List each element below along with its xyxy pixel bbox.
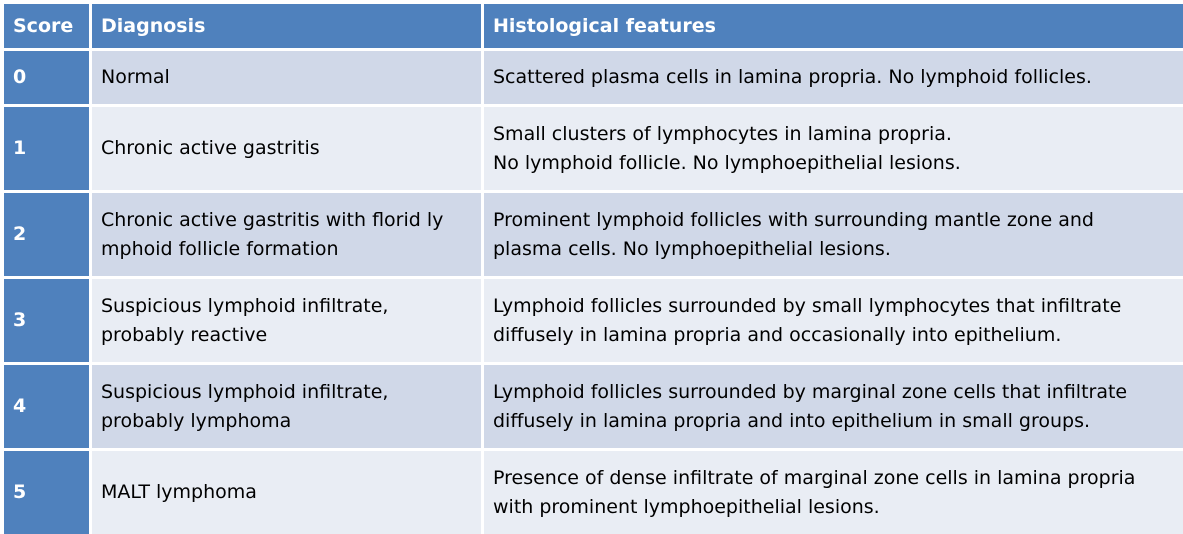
row-1-histology: Small clusters of lymphocytes in lamina propria. No lymphoid follicle. No lymphoepithelial lesions.	[484, 107, 1183, 190]
row-1-diagnosis: Chronic active gastritis	[92, 107, 481, 190]
row-5-score: 5	[4, 451, 89, 534]
row-3-histology: Lymphoid follicles surrounded by small lymphocytes that infiltrate diffusely in lamina propria and occasionally into epithelium.	[484, 279, 1183, 362]
row-0-histology: Scattered plasma cells in lamina propria. No lymphoid follicles.	[484, 51, 1183, 104]
row-3-diagnosis: Suspicious lymphoid infiltrate, probably reactive	[92, 279, 481, 362]
row-5-diagnosis: MALT lymphoma	[92, 451, 481, 534]
row-2-histology: Prominent lymphoid follicles with surrounding mantle zone and plasma cells. No lymphoepithelial lesions.	[484, 193, 1183, 276]
row-5-histology: Presence of dense infiltrate of marginal zone cells in lamina propria with prominent lymphoepithelial lesions.	[484, 451, 1183, 534]
row-0-diagnosis: Normal	[92, 51, 481, 104]
grading-table	[4, 4, 1183, 534]
row-1-score: 1	[4, 107, 89, 190]
row-2-score: 2	[4, 193, 89, 276]
row-0-score: 0	[4, 51, 89, 104]
header-diagnosis: Diagnosis	[92, 4, 481, 48]
row-4-histology: Lymphoid follicles surrounded by marginal zone cells that infiltrate diffusely in lamina propria and into epithelium in small groups.	[484, 365, 1183, 448]
header-histology: Histological features	[484, 4, 1183, 48]
row-3-score: 3	[4, 279, 89, 362]
row-4-score: 4	[4, 365, 89, 448]
row-2-diagnosis: Chronic active gastritis with florid ly mphoid follicle formation	[92, 193, 481, 276]
row-4-diagnosis: Suspicious lymphoid infiltrate, probably lymphoma	[92, 365, 481, 448]
header-score: Score	[4, 4, 89, 48]
